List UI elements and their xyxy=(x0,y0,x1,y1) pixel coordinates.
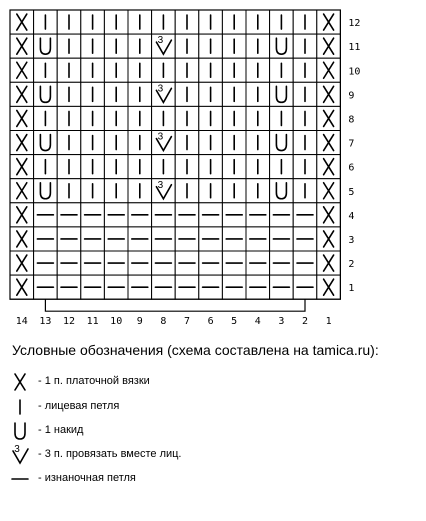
garter-stitch-icon xyxy=(15,374,25,390)
chart-cell xyxy=(10,58,34,82)
chart-cell xyxy=(10,10,34,34)
legend-item xyxy=(8,394,119,418)
chart-cell xyxy=(81,82,105,106)
chart-cell xyxy=(199,131,223,155)
chart-cell xyxy=(81,275,105,299)
chart-cell xyxy=(104,155,128,179)
legend-item-text: - 1 накид xyxy=(38,424,84,436)
chart-cell xyxy=(175,275,199,299)
chart-cell xyxy=(152,82,176,106)
chart-cell xyxy=(10,227,34,251)
chart-cell xyxy=(222,251,246,275)
chart-cell xyxy=(246,131,270,155)
legend-caption: Условные обозначения (схема составлена на tamica.ru): xyxy=(12,342,379,358)
chart-cell xyxy=(34,10,58,34)
row-number: 12 xyxy=(348,18,361,30)
knit-stitch-icon xyxy=(8,394,32,418)
chart-cell xyxy=(317,275,341,299)
chart-cell xyxy=(152,155,176,179)
chart-cell xyxy=(199,106,223,130)
chart-cell xyxy=(222,275,246,299)
chart-cell xyxy=(293,155,317,179)
chart-cell xyxy=(270,227,294,251)
chart-cell xyxy=(175,106,199,130)
chart-cell xyxy=(175,58,199,82)
chart-cell xyxy=(270,106,294,130)
chart-cell xyxy=(317,227,341,251)
chart-cell xyxy=(270,10,294,34)
chart-cell xyxy=(34,82,58,106)
chart-cell xyxy=(270,179,294,203)
legend-item-text: - изнаночная петля xyxy=(38,472,136,484)
purl-stitch-icon xyxy=(8,466,32,490)
chart-cell xyxy=(57,58,81,82)
chart-cell xyxy=(199,155,223,179)
legend-item-text: - лицевая петля xyxy=(38,400,120,412)
chart-cell xyxy=(57,203,81,227)
chart-cell xyxy=(57,10,81,34)
column-number: 14 xyxy=(15,316,28,327)
chart-cell xyxy=(246,179,270,203)
chart-cell xyxy=(104,227,128,251)
legend-item xyxy=(8,369,150,393)
chart-cell xyxy=(34,106,58,130)
chart-cell xyxy=(10,82,34,106)
row-number: 9 xyxy=(348,90,355,102)
row-number: 3 xyxy=(348,234,355,246)
chart-cell xyxy=(104,82,128,106)
chart-cell xyxy=(222,179,246,203)
chart-cell xyxy=(270,82,294,106)
chart-cell xyxy=(246,203,270,227)
row-number: 10 xyxy=(348,66,361,78)
chart-cell xyxy=(104,106,128,130)
chart-cell xyxy=(128,58,152,82)
chart-cell xyxy=(222,131,246,155)
chart-cell xyxy=(270,155,294,179)
chart-cell xyxy=(128,251,152,275)
chart-cell xyxy=(128,227,152,251)
chart-cell xyxy=(175,203,199,227)
chart-cell xyxy=(57,251,81,275)
chart-cell xyxy=(81,106,105,130)
chart-cell xyxy=(57,131,81,155)
column-number: 13 xyxy=(39,316,52,327)
chart-cell xyxy=(128,203,152,227)
chart-cell xyxy=(222,155,246,179)
chart-cell xyxy=(222,227,246,251)
chart-cell xyxy=(10,203,34,227)
chart-cell xyxy=(128,275,152,299)
row-number: 11 xyxy=(348,42,361,54)
chart-cell xyxy=(199,227,223,251)
chart-cell xyxy=(10,106,34,130)
k3tog-count: 3 xyxy=(157,179,164,191)
chart-cell xyxy=(246,82,270,106)
chart-cell xyxy=(81,155,105,179)
row-number: 4 xyxy=(348,210,355,222)
repeat-bracket xyxy=(45,299,305,311)
chart-cell xyxy=(81,227,105,251)
column-number: 5 xyxy=(231,316,238,327)
chart-cell xyxy=(293,131,317,155)
chart-cell xyxy=(317,203,341,227)
chart-cell xyxy=(104,34,128,58)
chart-cell xyxy=(246,34,270,58)
chart-cell xyxy=(222,203,246,227)
chart-cell xyxy=(81,203,105,227)
chart-cell xyxy=(152,227,176,251)
chart-cell xyxy=(128,106,152,130)
chart-cell xyxy=(10,155,34,179)
chart-cell xyxy=(175,179,199,203)
chart-cell xyxy=(57,82,81,106)
column-number: 10 xyxy=(110,316,123,327)
legend-item xyxy=(8,466,136,490)
column-number: 11 xyxy=(86,316,99,327)
chart-cell xyxy=(10,131,34,155)
chart-cell xyxy=(199,58,223,82)
chart-cell xyxy=(152,131,176,155)
chart-cell xyxy=(34,251,58,275)
chart-cell xyxy=(10,251,34,275)
chart-cell xyxy=(317,106,341,130)
legend-item-text: - 1 п. платочной вязки xyxy=(38,375,150,387)
chart-cell xyxy=(246,275,270,299)
chart-cell xyxy=(317,34,341,58)
chart-cell xyxy=(293,106,317,130)
chart-cell xyxy=(104,179,128,203)
chart-cell xyxy=(57,227,81,251)
k3tog-count: 3 xyxy=(157,83,164,95)
yarn-over-icon xyxy=(15,423,25,439)
chart-cell xyxy=(175,34,199,58)
chart-cell xyxy=(104,275,128,299)
chart-cell xyxy=(57,155,81,179)
chart-cell xyxy=(293,251,317,275)
chart-cell xyxy=(175,251,199,275)
chart-cell xyxy=(246,58,270,82)
chart-cell xyxy=(10,179,34,203)
chart-cell xyxy=(270,275,294,299)
chart-cell xyxy=(222,58,246,82)
chart-cell xyxy=(128,34,152,58)
k3tog-icon xyxy=(8,442,32,466)
chart-cell xyxy=(128,155,152,179)
chart-cell xyxy=(222,34,246,58)
row-number: 2 xyxy=(348,259,355,271)
chart-cell xyxy=(293,10,317,34)
chart-cell xyxy=(199,251,223,275)
k3tog-count: 3 xyxy=(157,35,164,47)
chart-cell xyxy=(317,131,341,155)
chart-cell xyxy=(175,155,199,179)
chart-cell xyxy=(246,155,270,179)
chart-cell xyxy=(104,131,128,155)
chart-cell xyxy=(57,34,81,58)
chart-cell xyxy=(293,179,317,203)
chart-cell xyxy=(199,10,223,34)
k3tog-count: 3 xyxy=(157,131,164,143)
chart-cell xyxy=(152,179,176,203)
chart-cell xyxy=(34,227,58,251)
chart-cell xyxy=(246,10,270,34)
chart-cell xyxy=(57,106,81,130)
chart-cell xyxy=(175,131,199,155)
chart-cell xyxy=(34,275,58,299)
chart-cell xyxy=(128,179,152,203)
row-number: 7 xyxy=(348,138,355,150)
row-number: 8 xyxy=(348,114,355,126)
chart-cell xyxy=(34,58,58,82)
chart-cell xyxy=(57,179,81,203)
chart-cell xyxy=(34,131,58,155)
chart-cell xyxy=(152,251,176,275)
chart-cell xyxy=(104,10,128,34)
chart-cell xyxy=(34,34,58,58)
legend-item xyxy=(8,418,83,442)
chart-cell xyxy=(10,275,34,299)
column-number: 2 xyxy=(301,316,309,327)
chart-cell xyxy=(317,58,341,82)
chart-cell xyxy=(293,275,317,299)
chart-cell xyxy=(152,106,176,130)
chart-cell xyxy=(199,82,223,106)
chart-cell xyxy=(199,179,223,203)
chart-cell xyxy=(293,58,317,82)
chart-cell xyxy=(199,203,223,227)
chart-cell xyxy=(199,275,223,299)
chart-cell xyxy=(57,275,81,299)
chart-cell xyxy=(270,251,294,275)
chart-cell xyxy=(128,10,152,34)
chart-cell xyxy=(10,34,34,58)
chart-cell xyxy=(175,82,199,106)
chart-cell xyxy=(34,203,58,227)
chart-cell xyxy=(246,106,270,130)
yarn-over-icon xyxy=(8,418,32,442)
chart-cell xyxy=(246,251,270,275)
chart-cell xyxy=(317,179,341,203)
chart-cell xyxy=(128,82,152,106)
chart-cell xyxy=(222,82,246,106)
chart-cell xyxy=(81,131,105,155)
row-number: 6 xyxy=(348,162,355,174)
chart-cell xyxy=(270,131,294,155)
chart-cell xyxy=(104,251,128,275)
chart-cell xyxy=(293,203,317,227)
chart-cell xyxy=(104,203,128,227)
row-number: 5 xyxy=(348,186,355,198)
garter-stitch-icon xyxy=(8,369,32,393)
legend-item xyxy=(8,442,181,466)
column-number: 7 xyxy=(183,316,191,327)
chart-cell xyxy=(81,34,105,58)
chart-cell xyxy=(317,251,341,275)
chart-cell xyxy=(152,34,176,58)
chart-cell xyxy=(175,10,199,34)
chart-cell xyxy=(152,203,176,227)
chart-cell xyxy=(152,275,176,299)
chart-cell xyxy=(104,58,128,82)
chart-cell xyxy=(317,82,341,106)
column-number: 8 xyxy=(160,316,167,327)
chart-cell xyxy=(152,10,176,34)
column-number: 4 xyxy=(254,316,261,327)
chart-cell xyxy=(270,58,294,82)
chart-cell xyxy=(81,251,105,275)
chart-cell xyxy=(81,179,105,203)
chart-cell xyxy=(222,106,246,130)
chart-cell xyxy=(293,34,317,58)
column-number: 3 xyxy=(278,316,285,327)
row-number: 1 xyxy=(348,283,355,295)
chart-cell xyxy=(152,58,176,82)
chart-cell xyxy=(293,227,317,251)
chart-cell xyxy=(317,155,341,179)
chart-cell xyxy=(34,155,58,179)
chart-cell xyxy=(199,34,223,58)
chart-cell xyxy=(222,10,246,34)
column-number: 1 xyxy=(325,316,332,327)
chart-cell xyxy=(128,131,152,155)
column-number: 9 xyxy=(136,316,143,327)
column-number: 12 xyxy=(62,316,76,327)
chart-cell xyxy=(270,34,294,58)
column-number: 6 xyxy=(207,316,214,327)
chart-cell xyxy=(317,10,341,34)
chart-cell xyxy=(34,179,58,203)
chart-cell xyxy=(175,227,199,251)
chart-cell xyxy=(81,10,105,34)
chart-cell xyxy=(270,203,294,227)
legend-item-text: - 3 п. провязать вместе лиц. xyxy=(38,448,182,460)
chart-cell xyxy=(246,227,270,251)
chart-cell xyxy=(293,82,317,106)
k3tog-count: 3 xyxy=(14,444,20,455)
chart-cell xyxy=(81,58,105,82)
